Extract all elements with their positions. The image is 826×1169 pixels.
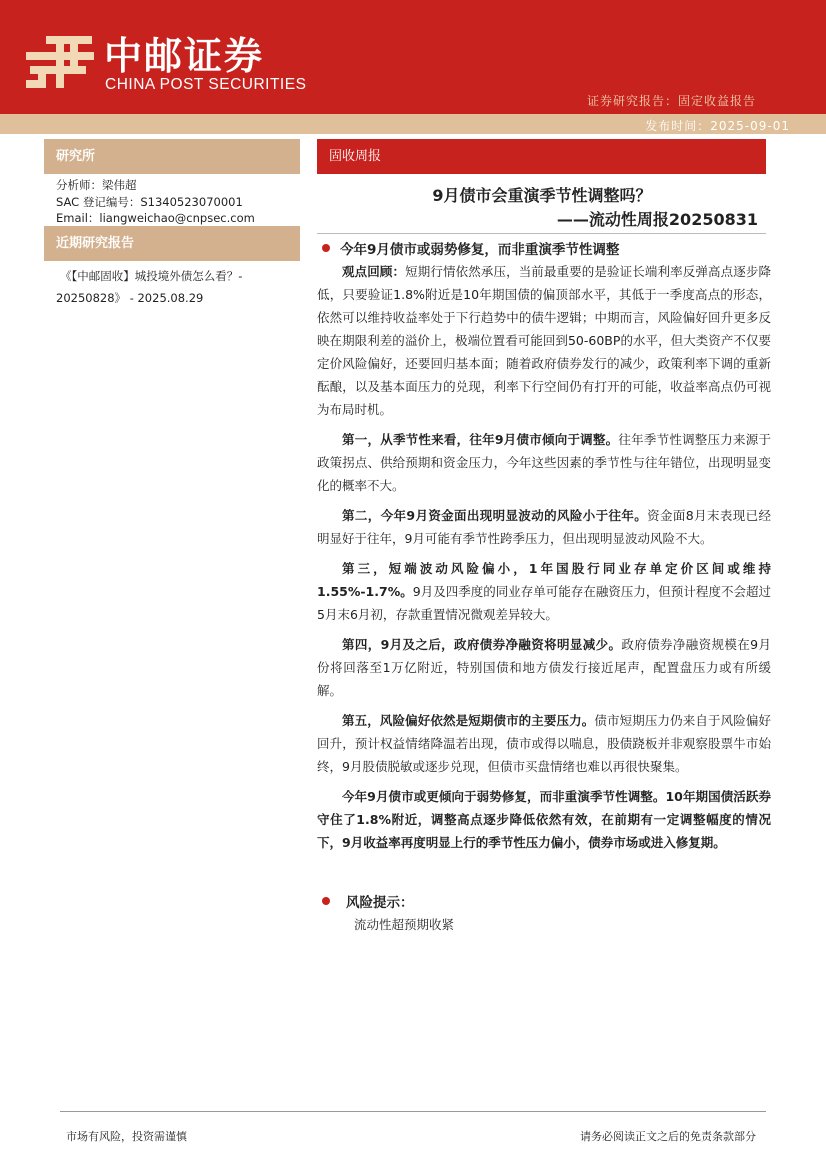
analyst-email[interactable]: Email：liangweichao@cnpsec.com — [56, 211, 255, 225]
footer-divider — [60, 1111, 766, 1112]
recent-report-date: 20250828》 - 2025.08.29 — [56, 291, 204, 305]
report-subtitle: ——流动性周报20250831 — [556, 210, 758, 229]
bullet-icon — [322, 244, 330, 252]
institute-heading: 研究所 — [44, 139, 300, 174]
paragraph-4: 第四，9月及之后，政府债券净融资将明显减少。政府债券净融资规模在9月份将回落至1万亿附近，特别国债和地方债发行接近尾声，配置盘压力或有所缓解。 — [317, 637, 771, 698]
paragraph-1: 第一，从季节性来看，往年9月债市倾向于调整。往年季节性调整压力来源于政策拐点、供给预期和资金压力，今年这些因素的季节性与往年错位，出现明显变化的概率不大。 — [317, 432, 771, 493]
paragraph-6: 今年9月债市或更倾向于弱势修复，而非重演季节性调整。10年期国债活跃券守住了1.8%附近，调整高点逐步降低依然有效，在前期有一定调整幅度的情况下，9月收益率再度明显上行的季节性压力偏小，债券市场或进入修复期。 — [317, 789, 771, 850]
china-post-logo-icon — [26, 36, 94, 88]
footer-risk-note: 市场有风险，投资需谨慎 — [66, 1130, 187, 1143]
paragraph-3: 第三，短端波动风险偏小，1年国股行同业存单定价区间或维持1.55%-1.7%。9月及四季度的同业存单可能存在融资压力，但预计程度不会超过5月末6月初，存款重置情况微观差异较大。 — [317, 561, 771, 622]
analyst-name: 分析师：梁伟超 — [56, 178, 137, 192]
recent-report-link[interactable]: 《【中邮固收】城投境外债怎么看？- — [60, 269, 243, 283]
paragraph-0: 观点回顾：短期行情依然承压，当前最重要的是验证长端利率反弹高点逐步降低，只要验证1.8%附近是10年期国债的偏顶部水平，其低于一季度高点的形态，依然可以维持收益率处于下行趋势中的债牛逻辑；中期而言，风险偏好回升更多反映在期限利差的溢价上，极端位置看可能回到50-60BP的水平，但大类资产不仅要定价风险偏好，还要回归基本面；随着政府债券发行的减少，政策利率下调的重新酝酿，以及基本面压力的兑现，利率下行空间仍有打开的可能，收益率高点仍可视为布局时机。 — [317, 264, 771, 417]
footer-disclaimer: 请务必阅读正文之后的免责条款部分 — [580, 1130, 756, 1143]
publish-date: 发布时间：2025-09-01 — [645, 119, 790, 133]
report-type: 证券研究报告：固定收益报告 — [586, 94, 756, 108]
paragraph-5: 第五，风险偏好依然是短期债市的主要压力。债市短期压力仍来自于风险偏好回升，预计权益情绪降温若出现，债市或得以喘息，股债跷板并非观察股票牛市始终，9月股债脱敏或逐步兑现，但债市买盘情绪也难以再很快聚集。 — [317, 713, 771, 774]
headline: 今年9月债市或弱势修复，而非重演季节性调整 — [340, 242, 620, 258]
sac-number: SAC 登记编号：S1340523070001 — [56, 195, 243, 209]
brand-name-cn: 中邮证券 — [104, 34, 265, 78]
brand-name-en: CHINA POST SECURITIES — [105, 76, 307, 93]
risk-bullet-icon — [322, 897, 330, 905]
risk-heading: 风险提示： — [346, 895, 414, 911]
title-divider — [317, 233, 766, 234]
body-paragraphs — [317, 260, 771, 854]
risk-text: 流动性超预期收紧 — [354, 917, 455, 932]
section-tab: 固收周报 — [317, 139, 766, 174]
recent-reports-heading: 近期研究报告 — [44, 226, 300, 261]
report-title: 9月债市会重演季节性调整吗？ — [432, 186, 652, 205]
header-banner — [0, 0, 826, 114]
paragraph-2: 第二，今年9月资金面出现明显波动的风险小于往年。资金面8月末表现已经明显好于往年，9月可能有季节性跨季压力，但出现明显波动风险不大。 — [317, 508, 771, 546]
